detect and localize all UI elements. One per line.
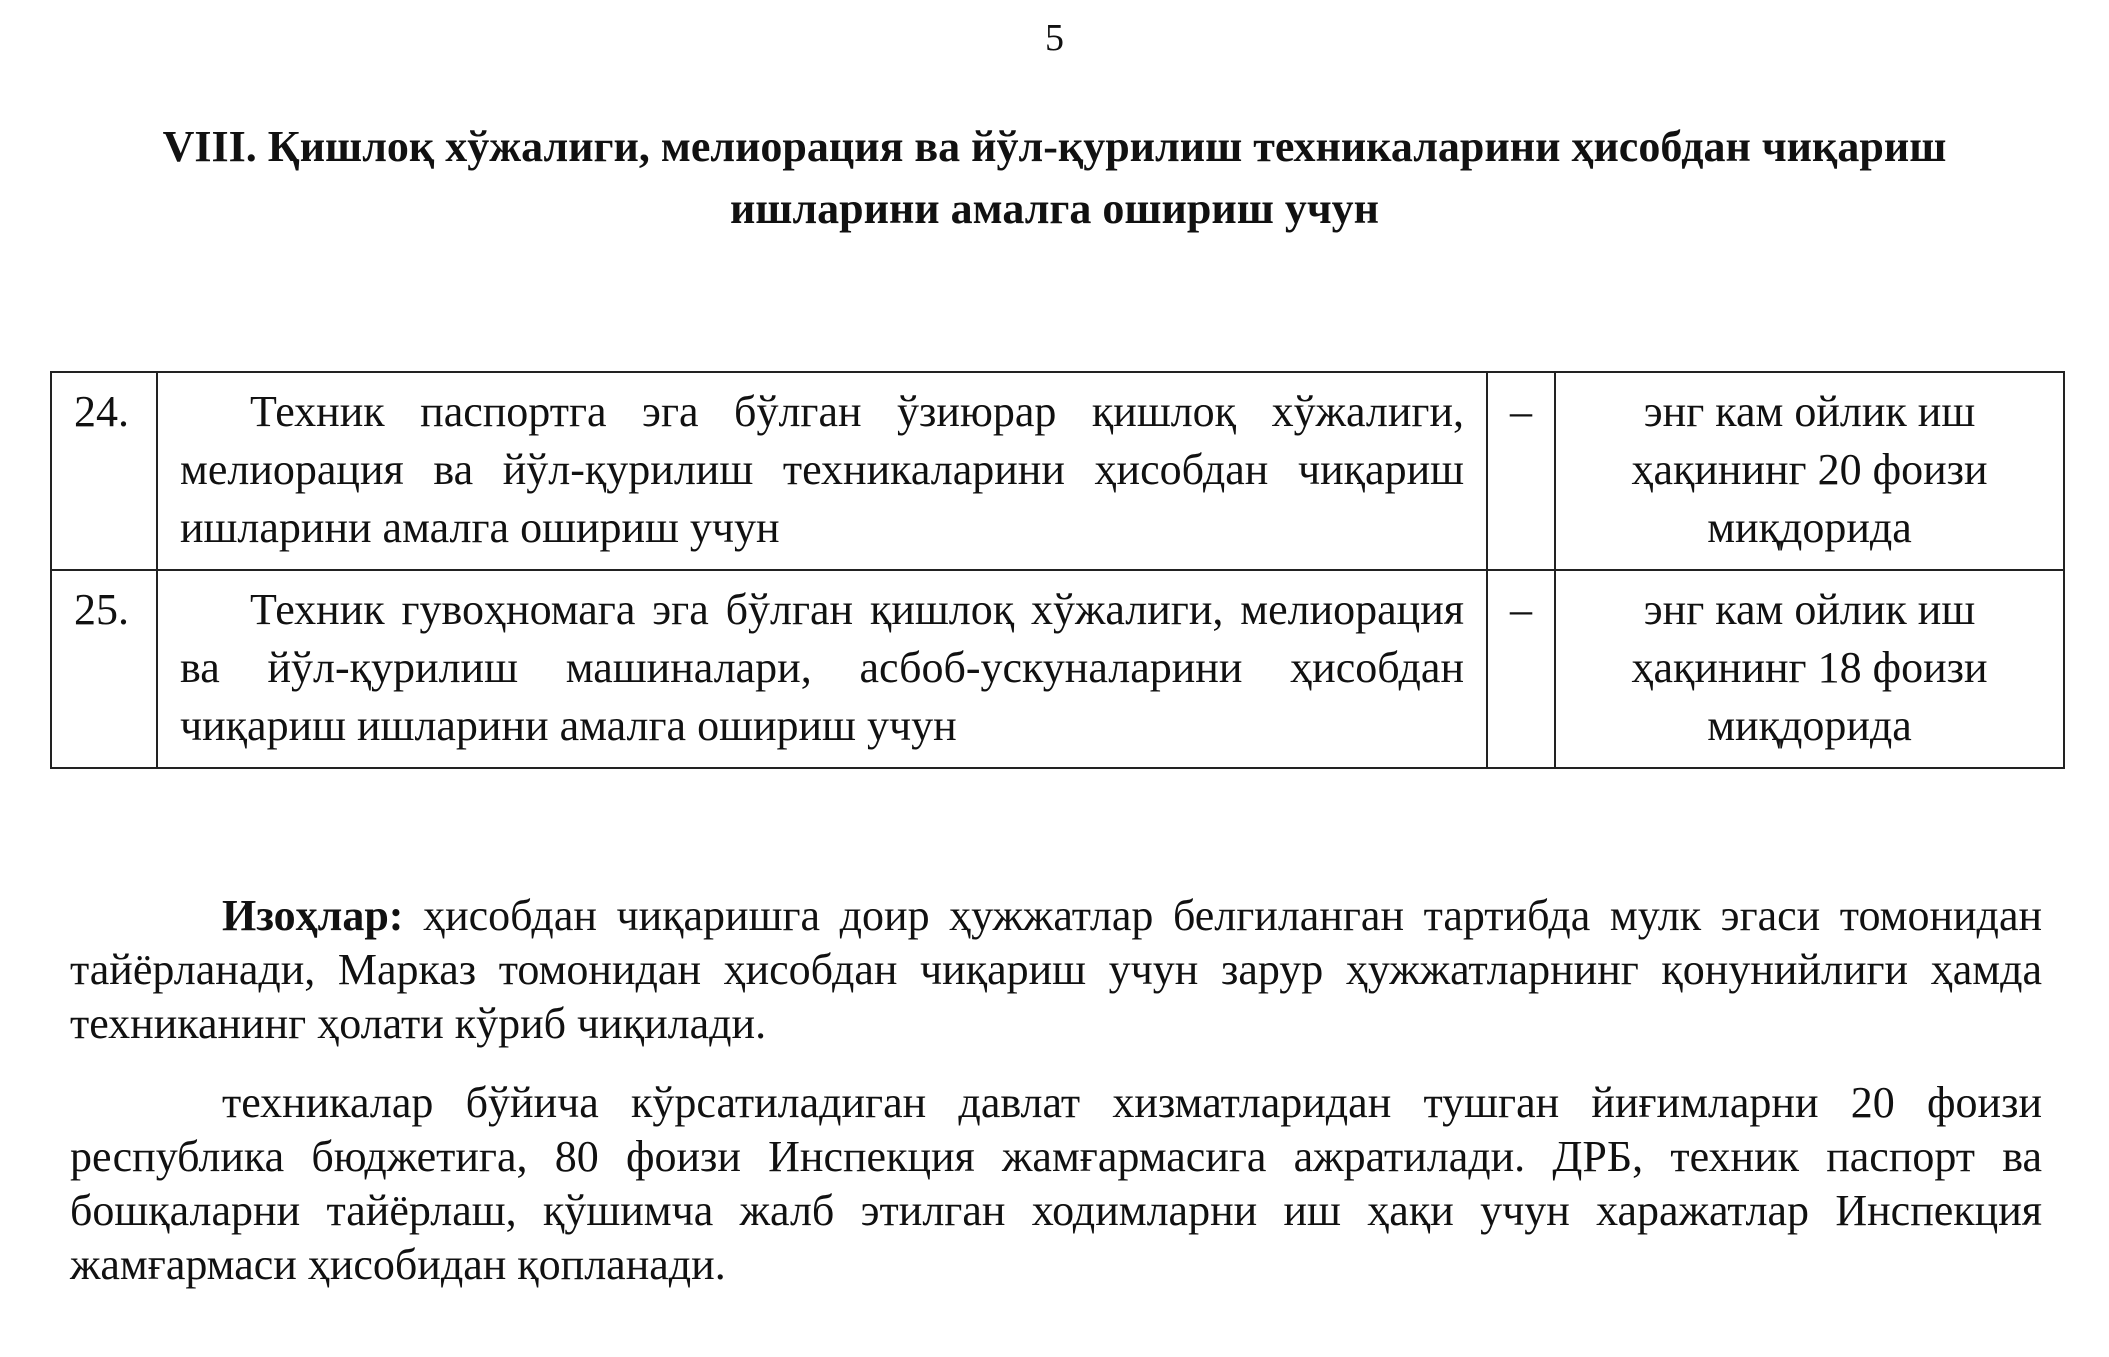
notes-paragraph-1 bbox=[70, 889, 2042, 1051]
row-amount: энг кам ойлик иш ҳақининг 18 фоизи миқдорида bbox=[1555, 570, 2064, 768]
table-row bbox=[51, 570, 2064, 768]
row-description-text: Техник гувоҳномага эга бўлган қишлоқ хўжалиги, мелиорация ва йўл-қурилиш машиналари, асбоб-ускуналарини ҳисобдан чиқариш ишларини амалга ошириш учун bbox=[180, 585, 1464, 750]
section-title: VIII. Қишлоқ хўжалиги, мелиорация ва йўл-қурилиш техникаларини ҳисобдан чиқариш ишларини амалга ошириш учун bbox=[162, 122, 1947, 233]
notes-paragraph-1-text: ҳисобдан чиқаришга доир ҳужжатлар белгиланган тартибда мулк эгаси томонидан тайёрланади, Марказ томонидан ҳисобдан чиқариш учун зарур ҳужжатларнинг қонунийлиги ҳамда техниканинг ҳолати кўриб чиқилади. bbox=[70, 891, 2043, 1048]
notes-label: Изоҳлар: bbox=[222, 891, 404, 940]
row-description bbox=[157, 570, 1487, 768]
notes-paragraph-2-text: техникалар бўйича кўрсатиладиган давлат хизматларидан тушган йиғимларни 20 фоизи республика бюджетига, 80 фоизи Инспекция жамғармасига ажратилади. ДРБ, техник паспорт ва бошқаларни тайёрлаш, қўшимча жалб этилган ходимларни иш ҳақи учун харажатлар Инспекция жамғармаси ҳисобидан қопланади. bbox=[70, 1078, 2042, 1289]
row-description bbox=[157, 372, 1487, 570]
page-number: 5 bbox=[1045, 17, 1064, 59]
fee-table bbox=[50, 371, 2065, 769]
row-dash: – bbox=[1487, 570, 1555, 768]
row-description-text: Техник паспортга эга бўлган ўзиюрар қишлоқ хўжалиги, мелиорация ва йўл-қурилиш техникаларини ҳисобдан чиқариш ишларини амалга ошириш учун bbox=[180, 387, 1464, 552]
table-row bbox=[51, 372, 2064, 570]
row-number: 24. bbox=[51, 372, 157, 570]
notes-paragraph-2 bbox=[70, 1076, 2042, 1292]
row-number: 25. bbox=[51, 570, 157, 768]
row-dash: – bbox=[1487, 372, 1555, 570]
row-amount: энг кам ойлик иш ҳақининг 20 фоизи миқдорида bbox=[1555, 372, 2064, 570]
